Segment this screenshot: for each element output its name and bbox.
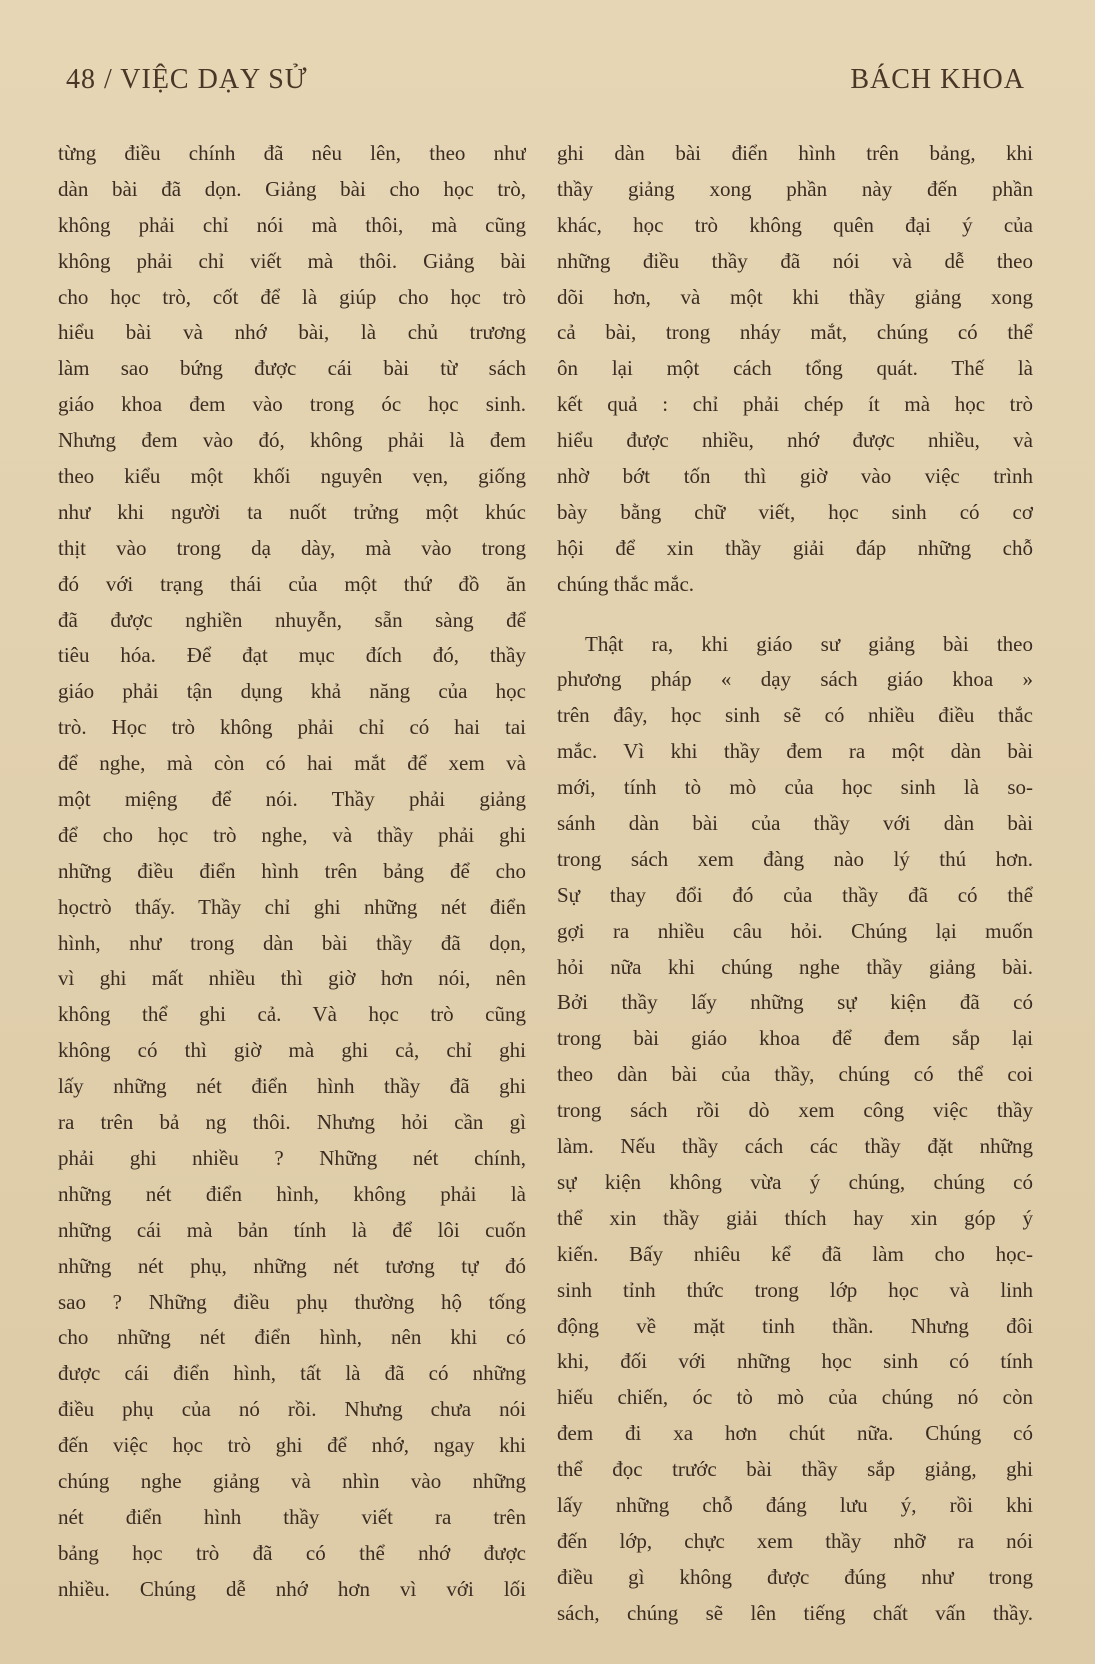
text-line: bảng học trò đã có thể nhớ được [58,1540,526,1565]
text-line: như khi người ta nuốt trửng một khúc [58,499,526,524]
text-line: nhiều. Chúng dễ nhớ hơn vì với lối [58,1576,526,1601]
text-line: Sự thay đổi đó của thầy đã có thể [557,882,1033,907]
text-line: sinh tỉnh thức trong lớp học và linh [557,1277,1033,1302]
text-line: mắc. Vì khi thầy đem ra một dàn bài [557,739,1033,764]
text-line: ghi dàn bài điển hình trên bảng, khi [557,141,1033,165]
running-head-right: BÁCH KHOA [850,64,1025,95]
text-line: không có thì giờ mà ghi cả, chỉ ghi [58,1038,526,1063]
text-line: hội để xin thầy giải đáp những chỗ [557,535,1033,560]
text-line: trên đây, học sinh sẽ có nhiều điều thắc [557,703,1033,728]
text-line: thể xin thầy giải thích hay xin góp ý [557,1205,1033,1230]
text-line: đó với trạng thái của một thứ đồ ăn [58,571,526,596]
text-line: hình, như trong dàn bài thầy đã dọn, [58,930,526,955]
text-line: những cái mà bản tính là để lôi cuốn [58,1217,526,1242]
text-line: động về mặt tinh thần. Nhưng đôi [557,1313,1033,1338]
text-line: khi, đối với những học sinh có tính [557,1349,1033,1374]
text-line: để nghe, mà còn có hai mắt để xem và [58,751,526,776]
text-line: dàn bài đã dọn. Giảng bài cho học trò, [58,176,526,201]
text-line: ra trên bả ng thôi. Nhưng hỏi cần gì [58,1110,526,1135]
text-line: không thể ghi cả. Và học trò cũng [58,1002,526,1027]
text-line: Bởi thầy lấy những sự kiện đã có [557,990,1033,1015]
text-line: cho học trò, cốt để là giúp cho học trò [58,284,526,309]
text-line: những nét phụ, những nét tương tự đó [58,1253,526,1278]
text-line: chúng nghe giảng và nhìn vào những [58,1468,526,1493]
text-line: một miệng để nói. Thầy phải giảng [58,787,526,812]
text-line: sách, chúng sẽ lên tiếng chất vấn thầy. [557,1600,1033,1625]
text-line: điều gì không được đúng như trong [557,1564,1033,1589]
text-line: Nhưng đem vào đó, không phải là đem [58,428,526,453]
paragraph-1 [557,136,1033,603]
text-line: mới, tính tò mò của học sinh là so- [557,775,1033,800]
text-line: Thật ra, khi giáo sư giảng bài theo [585,631,1033,656]
text-line: thịt vào trong dạ dày, mà vào trong [58,535,526,560]
text-line: điều phụ của nó rồi. Nhưng chưa nói [58,1397,526,1422]
text-line: sự kiện không vừa ý chúng, chúng có [557,1169,1033,1194]
text-line: dõi hơn, và một khi thầy giảng xong [557,284,1033,309]
text-line: trong sách rồi dò xem công việc thầy [557,1098,1033,1123]
text-line: đến việc học trò ghi để nhớ, ngay khi [58,1433,526,1458]
text-line: những điều điển hình trên bảng để cho [58,858,526,883]
text-line: lấy những nét điển hình thầy đã ghi [58,1074,526,1099]
text-line: phương pháp « dạy sách giáo khoa » [557,667,1033,692]
text-line: họctrò thấy. Thầy chỉ ghi những nét điển [58,894,526,919]
text-line: tiêu hóa. Để đạt mục đích đó, thầy [58,643,526,668]
text-line: hiểu bài và nhớ bài, là chủ trương [58,320,526,345]
text-line: cho những nét điển hình, nên khi có [58,1325,526,1350]
text-line: chúng thắc mắc. [557,571,695,596]
text-line: phải ghi nhiều ? Những nét chính, [58,1145,526,1170]
text-line: đến lớp, chực xem thầy nhỡ ra nói [557,1528,1033,1553]
left-column [58,136,526,1608]
text-line: ôn lại một cách tổng quát. Thế là [557,356,1033,381]
text-line: cả bài, trong nháy mắt, chúng có thể [557,320,1033,345]
text-line: vì ghi mất nhiều thì giờ hơn nói, nên [58,966,526,991]
text-line: theo dàn bài của thầy, chúng có thể coi [557,1062,1033,1087]
text-line: kiến. Bấy nhiêu kể đã làm cho học- [557,1241,1033,1266]
text-line: nét điển hình thầy viết ra trên [58,1504,526,1529]
text-line: trò. Học trò không phải chỉ có hai tai [58,715,526,740]
text-line: giáo khoa đem vào trong óc học sinh. [58,392,526,417]
text-line: khác, học trò không quên đại ý của [557,212,1033,237]
paragraph-gap [557,603,1033,627]
text-line: để cho học trò nghe, và thầy phải ghi [58,822,526,847]
text-line: kết quả : chỉ phải chép ít mà học trò [557,392,1033,417]
text-line: những nét điển hình, không phải là [58,1181,526,1206]
text-line: trong sách xem đàng nào lý thú hơn. [557,846,1033,871]
text-line: không phải chỉ viết mà thôi. Giảng bài [58,248,526,273]
text-line: giáo phải tận dụng khả năng của học [58,679,526,704]
text-line: từng điều chính đã nêu lên, theo như [58,141,526,165]
text-line: hiếu chiến, óc tò mò của chúng nó còn [557,1385,1033,1410]
text-line: thầy giảng xong phần này đến phần [557,176,1033,201]
text-line: lấy những chỗ đáng lưu ý, rồi khi [557,1492,1033,1517]
text-line: theo kiểu một khối nguyên vẹn, giống [58,464,526,489]
text-line: nhờ bớt tốn thì giờ vào việc trình [557,464,1033,489]
right-column [557,136,1033,1632]
text-line: sao ? Những điều phụ thường hộ tống [58,1289,526,1314]
running-head-left: 48 / VIỆC DẠY SỬ [66,64,308,95]
text-line: thể đọc trước bài thầy sắp giảng, ghi [557,1457,1033,1482]
text-line: đem đi xa hơn chút nữa. Chúng có [557,1421,1033,1446]
text-line: sánh dàn bài của thầy với dàn bài [557,811,1033,836]
text-line: bày bằng chữ viết, học sinh có cơ [557,499,1033,524]
text-line: đã được nghiền nhuyễn, sẵn sàng để [58,607,526,632]
text-line: hiểu được nhiều, nhớ được nhiều, và [557,428,1033,453]
text-line: những điều thầy đã nói và dễ theo [557,248,1033,273]
text-line: gợi ra nhiều câu hỏi. Chúng lại muốn [557,918,1033,943]
text-line: trong bài giáo khoa để đem sắp lại [557,1026,1033,1051]
text-line: làm sao bứng được cái bài từ sách [58,356,526,381]
text-line: không phải chỉ nói mà thôi, mà cũng [58,212,526,237]
page-header [66,60,1025,100]
paragraph-2 [557,627,1033,1632]
text-line: được cái điển hình, tất là đã có những [58,1361,526,1386]
text-line: hỏi nữa khi chúng nghe thầy giảng bài. [557,954,1033,979]
text-line: làm. Nếu thầy cách các thầy đặt những [557,1134,1033,1159]
